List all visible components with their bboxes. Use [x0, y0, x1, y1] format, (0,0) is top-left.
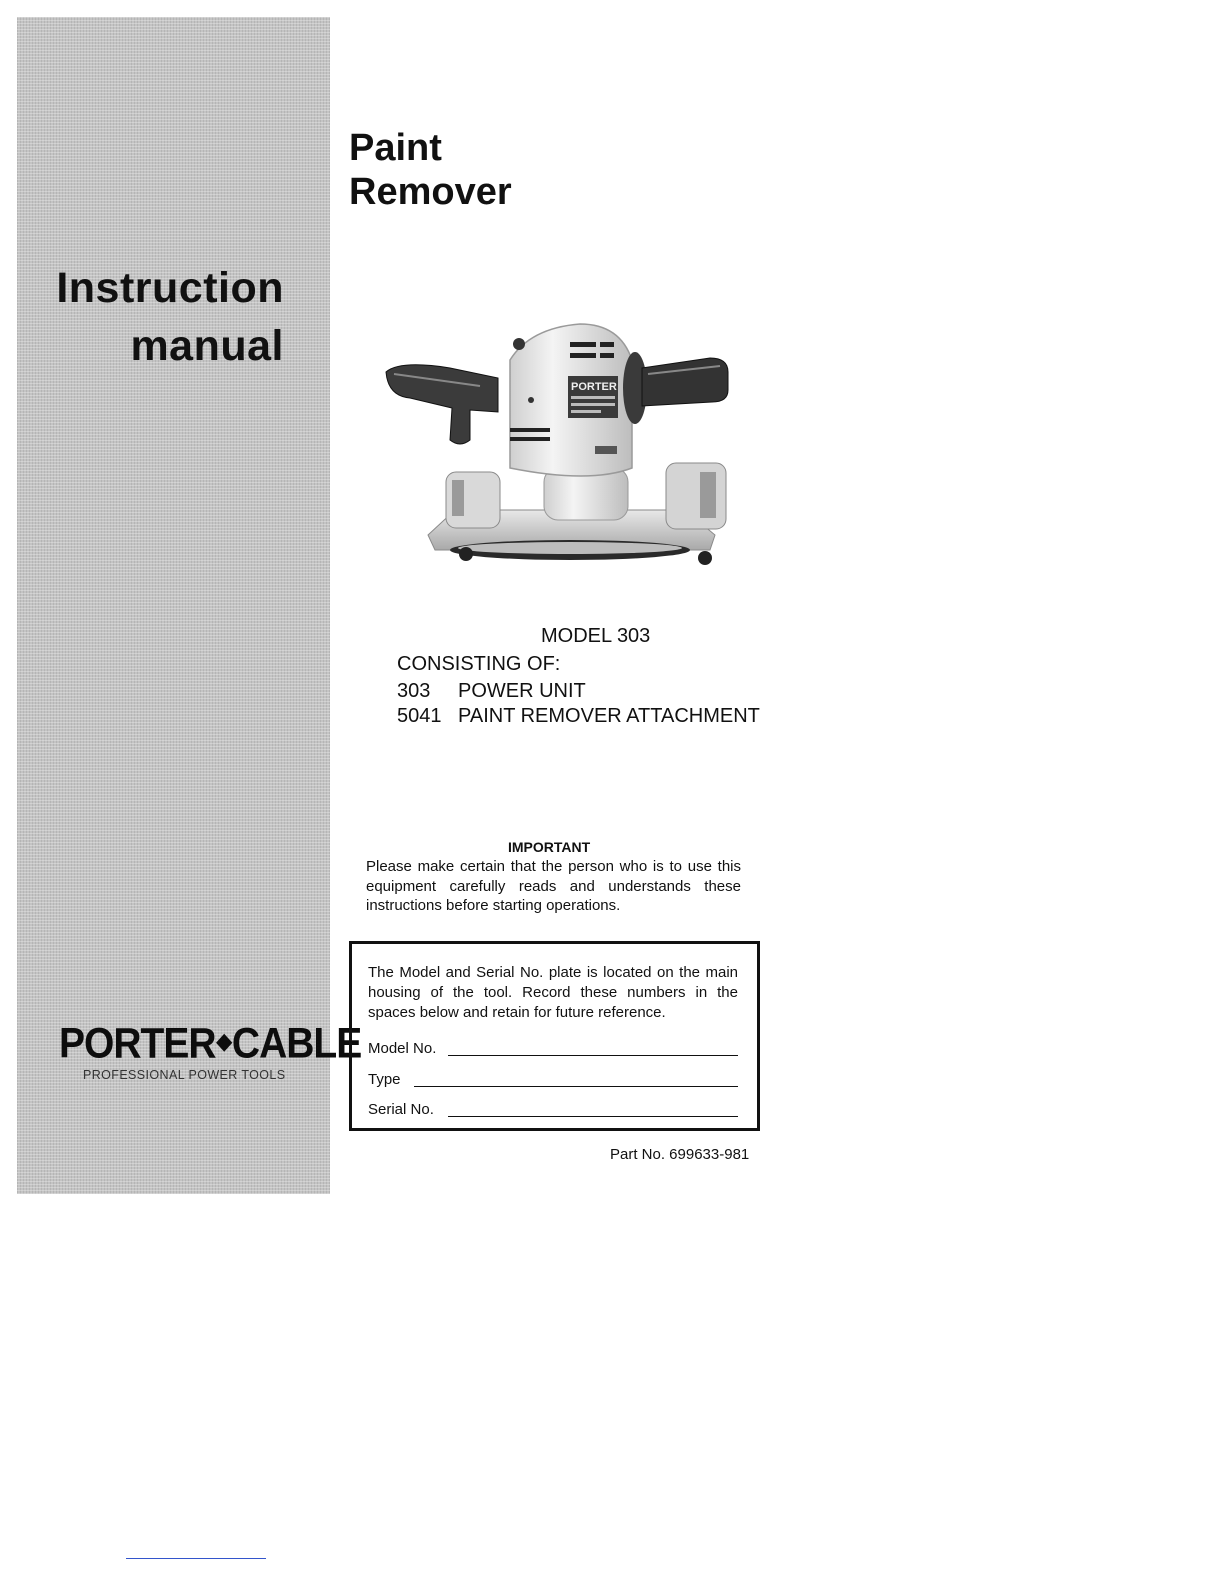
brand-wordmark: [59, 1020, 362, 1068]
product-photo: [380, 300, 760, 580]
product-title-line1: Paint: [349, 127, 442, 169]
component-name: PAINT REMOVER ATTACHMENT: [458, 705, 760, 727]
cover-sidebar: [17, 17, 362, 1194]
component-row: [397, 705, 760, 728]
model-heading: MODEL 303: [541, 625, 651, 647]
manual-title-line1: Instruction: [56, 264, 284, 312]
serial-no-blank[interactable]: [448, 1116, 738, 1117]
serial-record-box: [349, 941, 760, 1131]
record-instructions: The Model and Serial No. plate is located on the main housing of the tool. Record these numbers in the spaces below and retain for future reference.: [368, 964, 738, 1021]
consisting-label: CONSISTING OF:: [397, 653, 561, 675]
important-heading: IMPORTANT: [508, 839, 591, 855]
product-title: [349, 126, 512, 214]
type-label: Type: [368, 1071, 401, 1088]
manual-title-line2: manual: [130, 322, 284, 370]
component-code: 303: [397, 680, 431, 702]
serial-no-label: Serial No.: [368, 1101, 434, 1118]
part-number: Part No. 699633-981: [610, 1146, 750, 1163]
brand-logo: [59, 1020, 362, 1082]
component-code: 5041: [397, 705, 442, 727]
type-blank[interactable]: [414, 1086, 738, 1087]
model-no-blank[interactable]: [448, 1055, 738, 1056]
brand-tagline: PROFESSIONAL POWER TOOLS: [83, 1068, 286, 1082]
brand-right: CABLE: [231, 1020, 362, 1068]
photo-nameplate-label: PORTER: [571, 381, 617, 393]
component-name: POWER UNIT: [458, 680, 586, 702]
product-title-line2: Remover: [349, 171, 512, 213]
brand-left: PORTER: [59, 1020, 216, 1068]
brand-diamond-icon: ◆: [216, 1029, 231, 1055]
page-link-underline: [126, 1558, 266, 1559]
component-row: [397, 680, 586, 703]
important-text: Please make certain that the person who is to use this equipment carefully reads and understands these instructions before starting operations.: [366, 858, 741, 914]
model-no-label: Model No.: [368, 1040, 437, 1057]
